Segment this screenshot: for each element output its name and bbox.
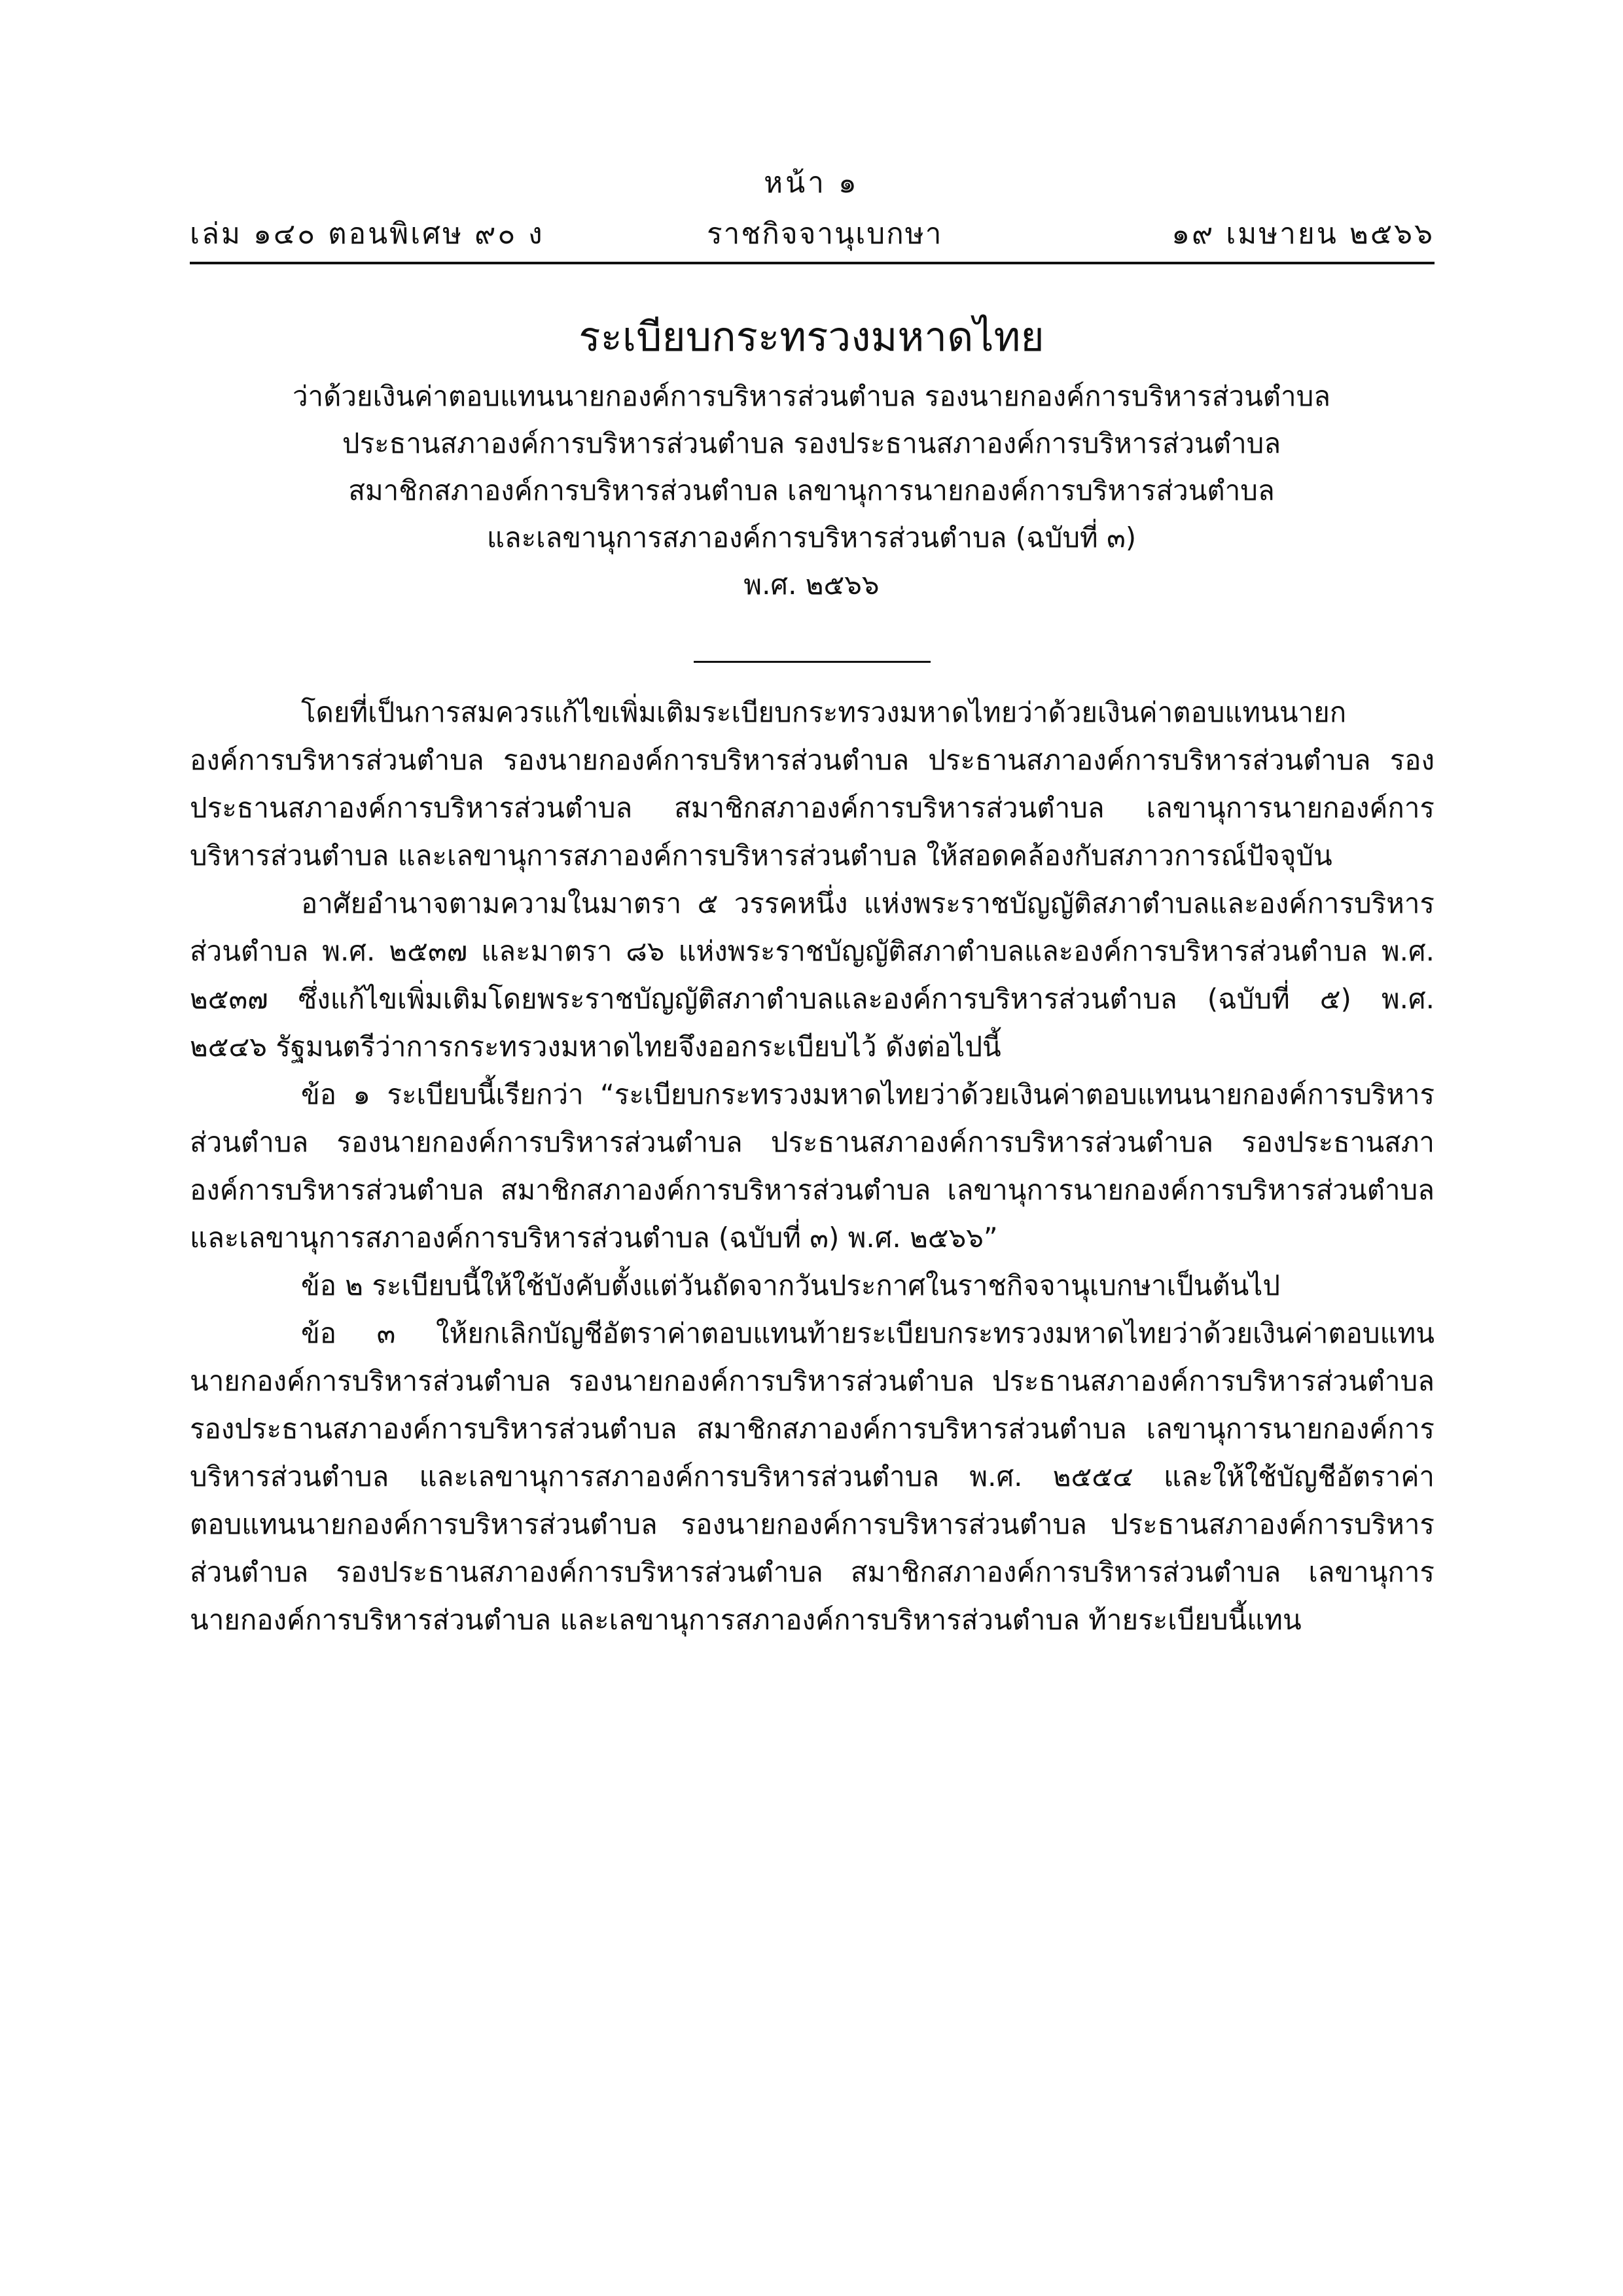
document-title: ระเบียบกระทรวงมหาดไทย: [579, 313, 1044, 361]
clause-2: ข้อ ๒ ระเบียบนี้ให้ใช้บังคับตั้งแต่วันถัดจากวันประกาศในราชกิจจานุเบกษาเป็นต้นไป: [301, 1269, 1281, 1301]
gazette-header: [190, 215, 1435, 260]
document-body: [190, 688, 1435, 1644]
page-number: หน้า ๑: [764, 166, 859, 200]
subtitle-line: และเลขานุการสภาองค์การบริหารส่วนตำบล (ฉบับที่ ๓): [486, 521, 1137, 554]
title-divider: [694, 661, 931, 663]
preamble-paragraph: โดยที่เป็นการสมควรแก้ไขเพิ่มเติมระเบียบกระทรวงมหาดไทยว่าด้วยเงินค่าตอบแทนนายกองค์การบริหารส่วนตำบล รองนายกองค์การบริหารส่วนตำบล ประธานสภาองค์การบริหารส่วนตำบล รองประธานสภาองค์การบริหารส่วนตำบล สมาชิกสภาองค์การบริหารส่วนตำบล เลขานุการนายกองค์การบริหารส่วนตำบล และเลขานุการสภาองค์การบริหารส่วนตำบล ให้สอดคล้องกับสภาวการณ์ปัจจุบัน: [190, 696, 1435, 872]
subtitle-line: สมาชิกสภาองค์การบริหารส่วนตำบล เลขานุการนายกองค์การบริหารส่วนตำบล: [348, 474, 1275, 506]
volume-issue: เล่ม ๑๔๐ ตอนพิเศษ ๙๐ ง: [190, 217, 544, 251]
clause-3: ข้อ ๓ ให้ยกเลิกบัญชีอัตราค่าตอบแทนท้ายระเบียบกระทรวงมหาดไทยว่าด้วยเงินค่าตอบแทนนายกองค์การบริหารส่วนตำบล รองนายกองค์การบริหารส่วนตำบล ประธานสภาองค์การบริหารส่วนตำบล รองประธานสภาองค์การบริหารส่วนตำบล สมาชิกสภาองค์การบริหารส่วนตำบล เลขานุการนายกองค์การบริหารส่วนตำบล และเลขานุการสภาองค์การบริหารส่วนตำบล พ.ศ. ๒๕๕๔ และให้ใช้บัญชีอัตราค่าตอบแทนนายกองค์การบริหารส่วนตำบล รองนายกองค์การบริหารส่วนตำบล ประธานสภาองค์การบริหารส่วนตำบล รองประธานสภาองค์การบริหารส่วนตำบล สมาชิกสภาองค์การบริหารส่วนตำบล เลขานุการนายกองค์การบริหารส่วนตำบล และเลขานุการสภาองค์การบริหารส่วนตำบล ท้ายระเบียบนี้แทน: [190, 1317, 1435, 1636]
authority-paragraph: อาศัยอำนาจตามความในมาตรา ๕ วรรคหนึ่ง แห่งพระราชบัญญัติสภาตำบลและองค์การบริหารส่วนตำบล พ.ศ. ๒๕๓๗ และมาตรา ๘๖ แห่งพระราชบัญญัติสภาตำบลและองค์การบริหารส่วนตำบล พ.ศ. ๒๕๓๗ ซึ่งแก้ไขเพิ่มเติมโดยพระราชบัญญัติสภาตำบลและองค์การบริหารส่วนตำบล (ฉบับที่ ๕) พ.ศ. ๒๕๔๖ รัฐมนตรีว่าการกระทรวงมหาดไทยจึงออกระเบียบไว้ ดังต่อไปนี้: [190, 887, 1435, 1063]
publication-name: ราชกิจจานุเบกษา: [707, 217, 943, 251]
subtitle-line: ว่าด้วยเงินค่าตอบแทนนายกองค์การบริหารส่วนตำบล รองนายกองค์การบริหารส่วนตำบล: [292, 380, 1331, 412]
clause-1: ข้อ ๑ ระเบียบนี้เรียกว่า “ระเบียบกระทรวงมหาดไทยว่าด้วยเงินค่าตอบแทนนายกองค์การบริหารส่วนตำบล รองนายกองค์การบริหารส่วนตำบล ประธานสภาองค์การบริหารส่วนตำบล รองประธานสภาองค์การบริหารส่วนตำบล สมาชิกสภาองค์การบริหารส่วนตำบล เลขานุการนายกองค์การบริหารส่วนตำบล และเลขานุการสภาองค์การบริหารส่วนตำบล (ฉบับที่ ๓) พ.ศ. ๒๕๖๖”: [190, 1078, 1435, 1254]
publication-date: ๑๙ เมษายน ๒๕๖๖: [1171, 217, 1435, 251]
document-subtitle: [196, 373, 1427, 609]
subtitle-year: พ.ศ. ๒๕๖๖: [743, 569, 880, 601]
subtitle-line: ประธานสภาองค์การบริหารส่วนตำบล รองประธานสภาองค์การบริหารส่วนตำบล: [342, 427, 1281, 459]
header-divider: [190, 262, 1435, 264]
